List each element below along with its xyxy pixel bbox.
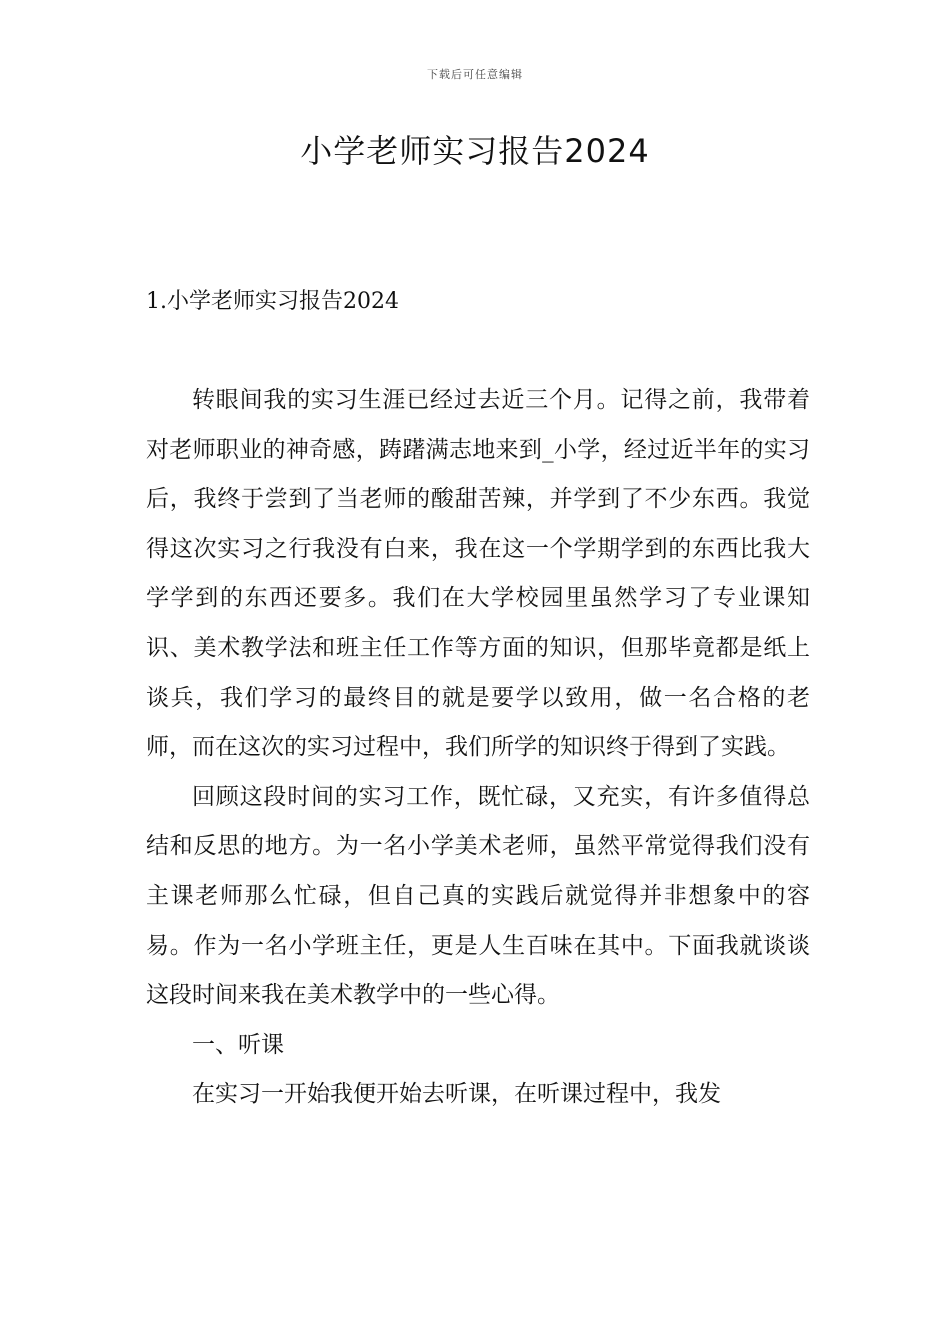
paragraph-intro: 转眼间我的实习生涯已经过去近三个月。记得之前，我带着对老师职业的神奇感，踌躇满志地来到_小学，经过近半年的实习后，我终于尝到了当老师的酸甜苦辣，并学到了不少东西。我觉得这次实习之行我没有白来，我在这一个学期学到的东西比我大学学到的东西还要多。我们在大学校园里虽然学习了专业课知识、美术教学法和班主任工作等方面的知识，但那毕竟都是纸上谈兵，我们学习的最终目的就是要学以致用，做一名合格的老师，而在这次的实习过程中，我们所学的知识终于得到了实践。 (146, 387, 810, 761)
body-text (146, 376, 810, 1120)
header-note: 下载后可任意编辑 (427, 68, 523, 81)
document-title: 小学老师实习报告2024 (300, 132, 650, 170)
paragraph-review: 回顾这段时间的实习工作，既忙碌，又充实，有许多值得总结和反思的地方。为一名小学美术老师，虽然平常觉得我们没有主课老师那么忙碌，但自己真的实践后就觉得并非想象中的容易。作为一名小学班主任，更是人生百味在其中。下面我就谈谈这段时间来我在美术教学中的一些心得。 (146, 783, 810, 1009)
subheading-listening: 一、听课 (192, 1031, 284, 1058)
section-heading: 1.小学老师实习报告2024 (146, 289, 399, 314)
paragraph-listening: 在实习一开始我便开始去听课，在听课过程中，我发 (192, 1081, 721, 1108)
